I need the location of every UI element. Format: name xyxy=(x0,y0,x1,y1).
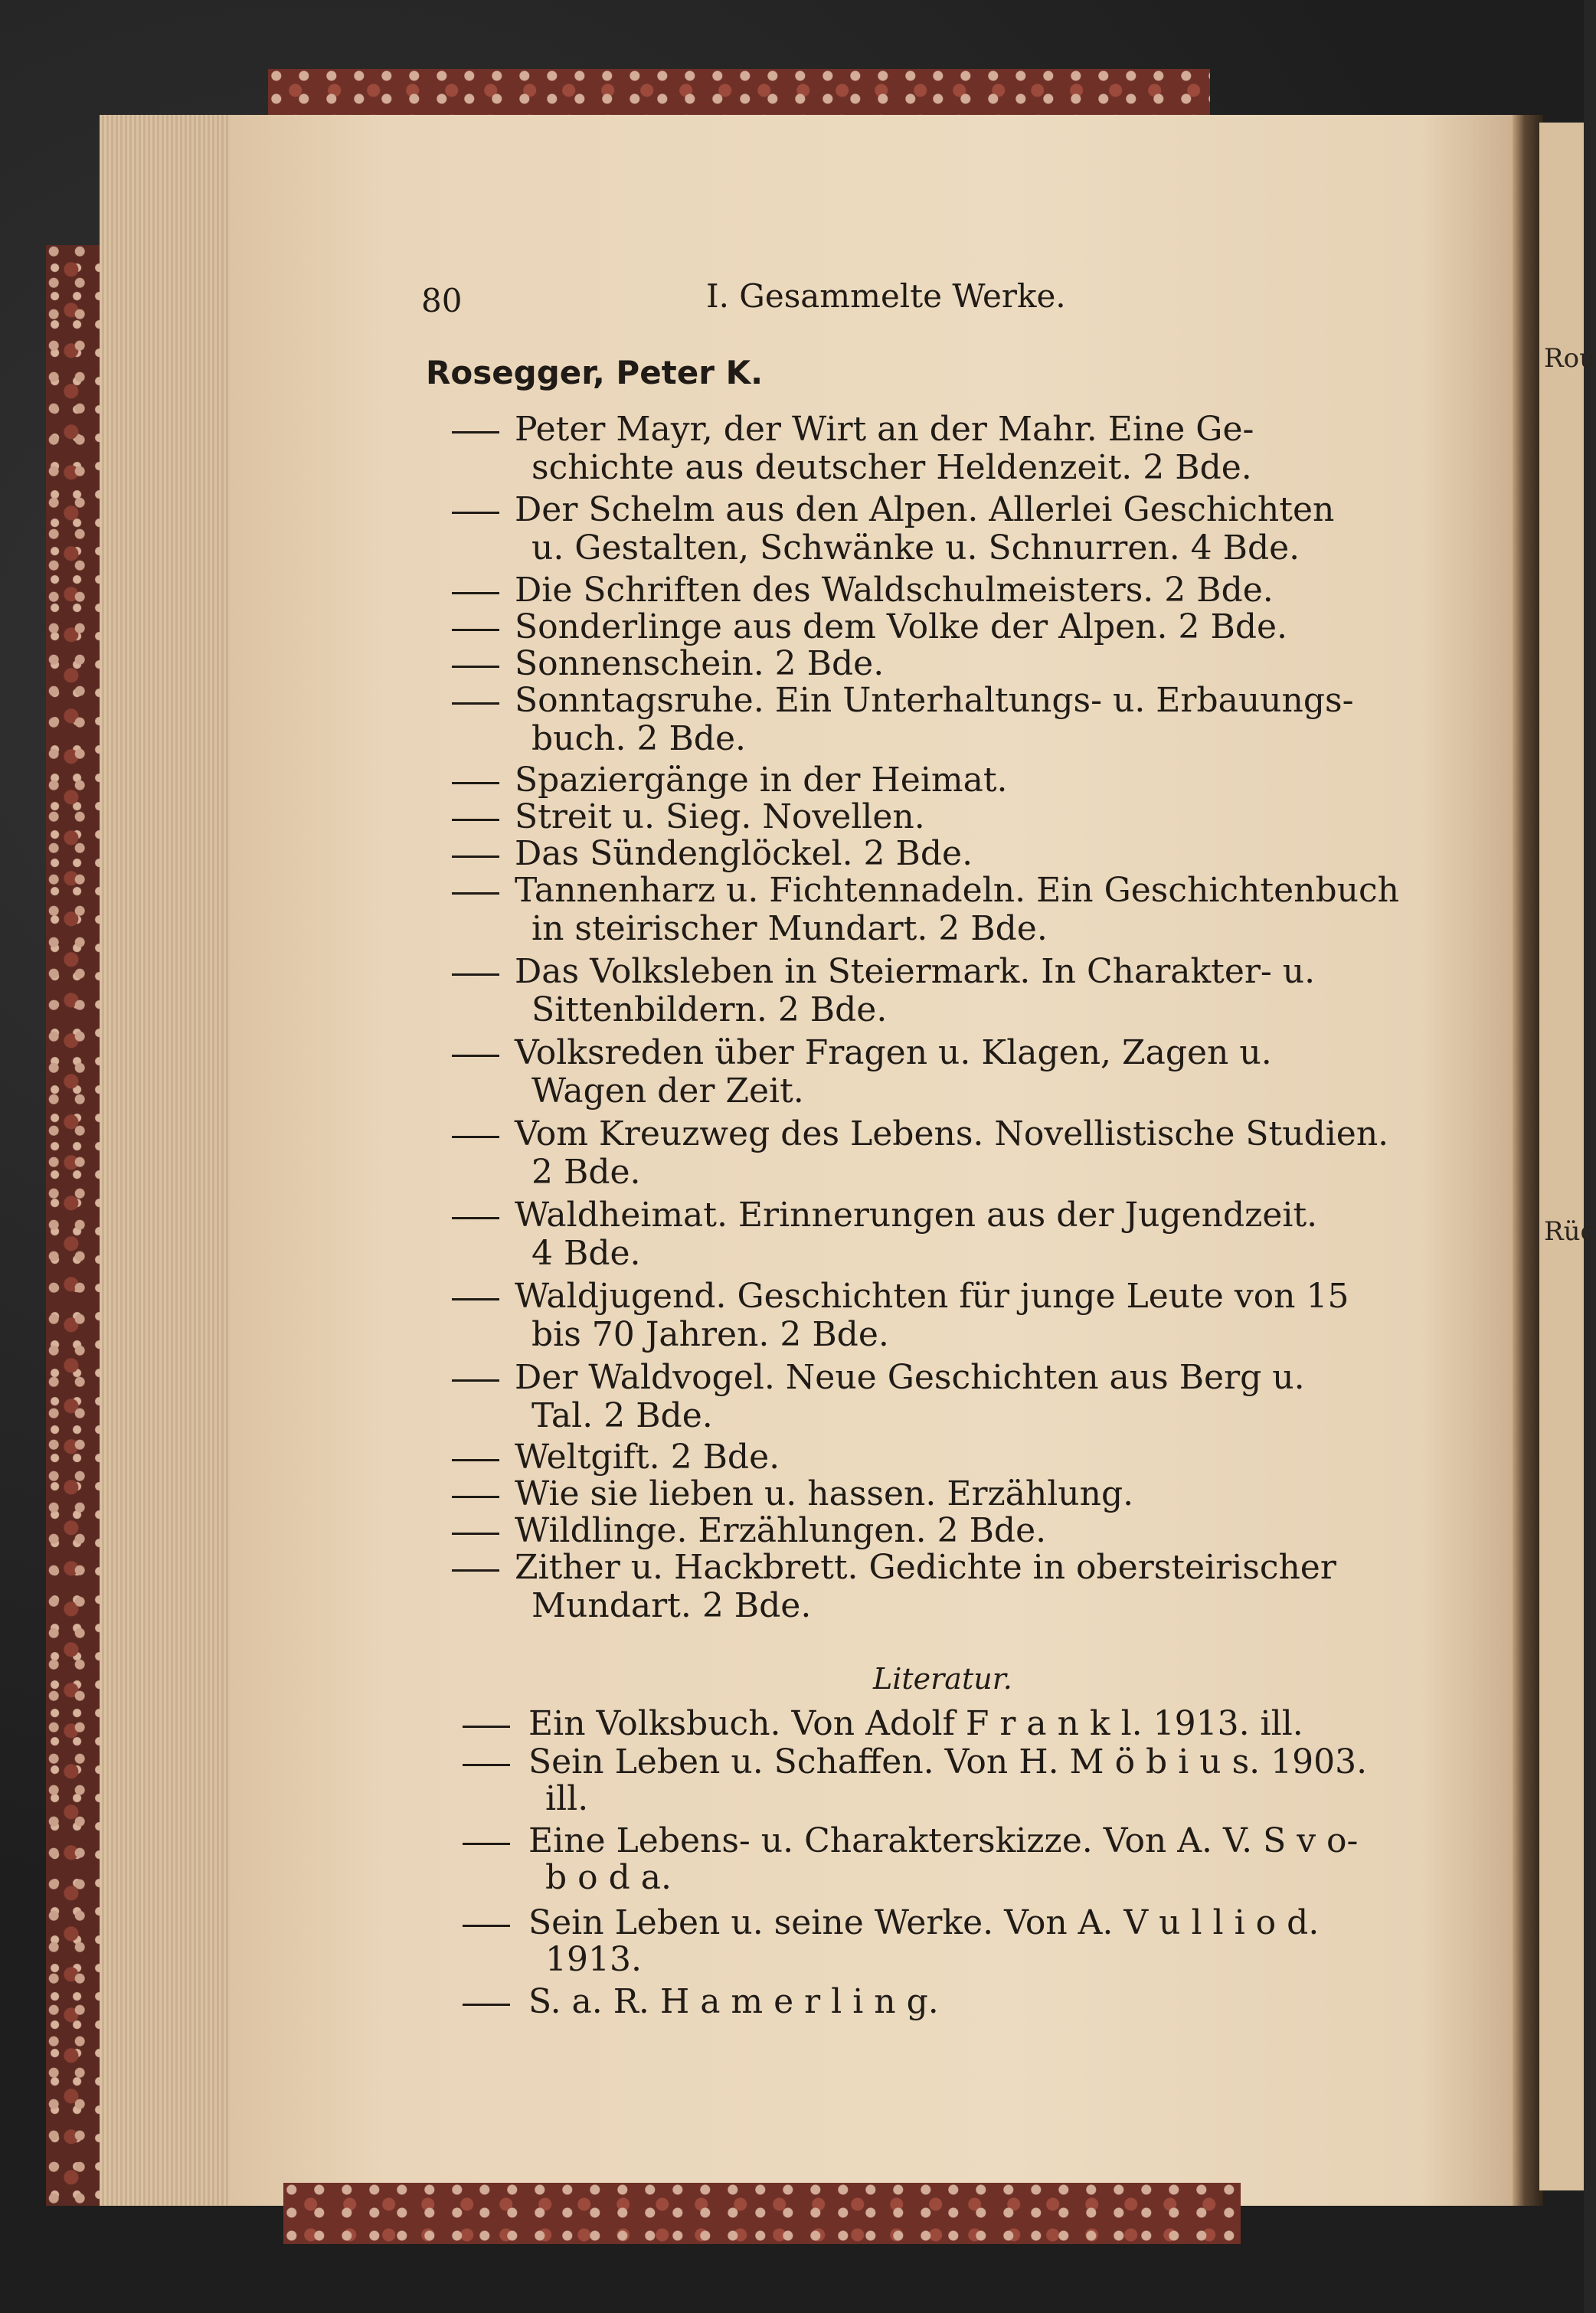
entry-line: Waldjugend. Geschichten für junge Leute von 15 xyxy=(515,1277,1349,1316)
ditto-dash xyxy=(463,1726,510,1728)
entry-line-continued: Mundart. 2 Bde. xyxy=(531,1586,812,1625)
author-heading: Rosegger, Peter K. xyxy=(426,354,764,391)
entry-line: Waldheimat. Erinnerungen aus der Jugendzeit. xyxy=(515,1196,1318,1235)
ditto-dash xyxy=(452,1459,499,1461)
facing-page xyxy=(1539,123,1584,2190)
ditto-dash xyxy=(463,2004,510,2006)
entry-line: Wildlinge. Erzählungen. 2 Bde. xyxy=(515,1511,1047,1550)
literature-line-continued: 1913. xyxy=(545,1940,642,1979)
entry-line-continued: Tal. 2 Bde. xyxy=(531,1396,713,1435)
ditto-dash xyxy=(452,1533,499,1535)
entry-line: Das Sündenglöckel. 2 Bde. xyxy=(515,834,973,873)
literature-heading: Literatur. xyxy=(873,1662,1012,1696)
ditto-dash xyxy=(452,1379,499,1382)
entry-line-continued: in steirischer Mundart. 2 Bde. xyxy=(531,909,1048,948)
entry-line-continued: 4 Bde. xyxy=(531,1234,641,1273)
literature-line: Sein Leben u. seine Werke. Von A. V u l l i o d. xyxy=(528,1903,1320,1942)
ditto-dash xyxy=(452,1298,499,1300)
ditto-dash xyxy=(463,1925,510,1927)
entry-line: Sonntagsruhe. Ein Unterhaltungs- u. Erbauungs- xyxy=(515,681,1354,720)
facing-page-fragment-mid: Rüc xyxy=(1544,1216,1595,1247)
entry-line: Streit u. Sieg. Novellen. xyxy=(515,797,925,836)
running-title: I. Gesammelte Werke. xyxy=(706,277,1066,315)
ditto-dash xyxy=(452,782,499,784)
ditto-dash xyxy=(452,1569,499,1572)
facing-page-fragment-top: Rou xyxy=(1544,343,1596,374)
literature-line-continued: b o d a. xyxy=(545,1858,672,1897)
entry-line: Peter Mayr, der Wirt an der Mahr. Eine Ge- xyxy=(515,410,1254,449)
entry-line-continued: 2 Bde. xyxy=(531,1153,641,1192)
entry-line: Weltgift. 2 Bde. xyxy=(515,1438,780,1477)
entry-line: Spaziergänge in der Heimat. xyxy=(515,761,1008,800)
entry-line-continued: schichte aus deutscher Heldenzeit. 2 Bde. xyxy=(531,448,1252,487)
entry-line: Volksreden über Fragen u. Klagen, Zagen u. xyxy=(515,1033,1272,1072)
page-gutter xyxy=(1513,115,1543,2206)
ditto-dash xyxy=(452,892,499,895)
entry-line-continued: buch. 2 Bde. xyxy=(531,719,746,758)
ditto-dash xyxy=(452,1496,499,1498)
entry-line: Der Waldvogel. Neue Geschichten aus Berg u. xyxy=(515,1358,1305,1397)
entry-line-continued: Wagen der Zeit. xyxy=(531,1071,804,1111)
entry-line-continued: u. Gestalten, Schwänke u. Schnurren. 4 Bde. xyxy=(531,528,1300,568)
literature-line: Eine Lebens- u. Charakterskizze. Von A. V. S v o- xyxy=(528,1821,1359,1860)
entry-line: Wie sie lieben u. hassen. Erzählung. xyxy=(515,1474,1134,1513)
entry-line: Sonderlinge aus dem Volke der Alpen. 2 Bde. xyxy=(515,607,1288,646)
entry-line: Die Schriften des Waldschulmeisters. 2 Bde. xyxy=(515,571,1274,610)
ditto-dash xyxy=(452,819,499,821)
ditto-dash xyxy=(452,666,499,668)
ditto-dash xyxy=(452,512,499,514)
entry-line: Der Schelm aus den Alpen. Allerlei Geschichten xyxy=(515,490,1335,529)
ditto-dash xyxy=(463,1764,510,1766)
entry-line-continued: Sittenbildern. 2 Bde. xyxy=(531,990,888,1029)
entry-line: Zither u. Hackbrett. Gedichte in obersteirischer xyxy=(515,1548,1336,1587)
ditto-dash xyxy=(452,973,499,976)
ditto-dash xyxy=(452,431,499,433)
ditto-dash xyxy=(452,702,499,705)
ditto-dash xyxy=(463,1843,510,1845)
literature-line: Ein Volksbuch. Von Adolf F r a n k l. 1913. ill. xyxy=(528,1704,1303,1743)
entry-line: Tannenharz u. Fichtennadeln. Ein Geschichtenbuch xyxy=(515,871,1399,910)
literature-line: Sein Leben u. Schaffen. Von H. M ö b i u s. 1903. xyxy=(528,1742,1368,1781)
ditto-dash xyxy=(452,1217,499,1219)
ditto-dash xyxy=(452,856,499,858)
marbled-edge-bottom xyxy=(283,2183,1241,2244)
ditto-dash xyxy=(452,629,499,631)
page-number: 80 xyxy=(421,282,463,319)
literature-line: S. a. R. H a m e r l i n g. xyxy=(528,1982,939,2021)
literature-line-continued: ill. xyxy=(545,1779,589,1818)
entry-line: Das Volksleben in Steiermark. In Charakter- u. xyxy=(515,952,1316,991)
entry-line: Vom Kreuzweg des Lebens. Novellistische Studien. xyxy=(515,1114,1389,1153)
entry-line: Sonnenschein. 2 Bde. xyxy=(515,644,885,683)
ditto-dash xyxy=(452,592,499,594)
ditto-dash xyxy=(452,1136,499,1138)
entry-line-continued: bis 70 Jahren. 2 Bde. xyxy=(531,1315,889,1354)
ditto-dash xyxy=(452,1055,499,1057)
